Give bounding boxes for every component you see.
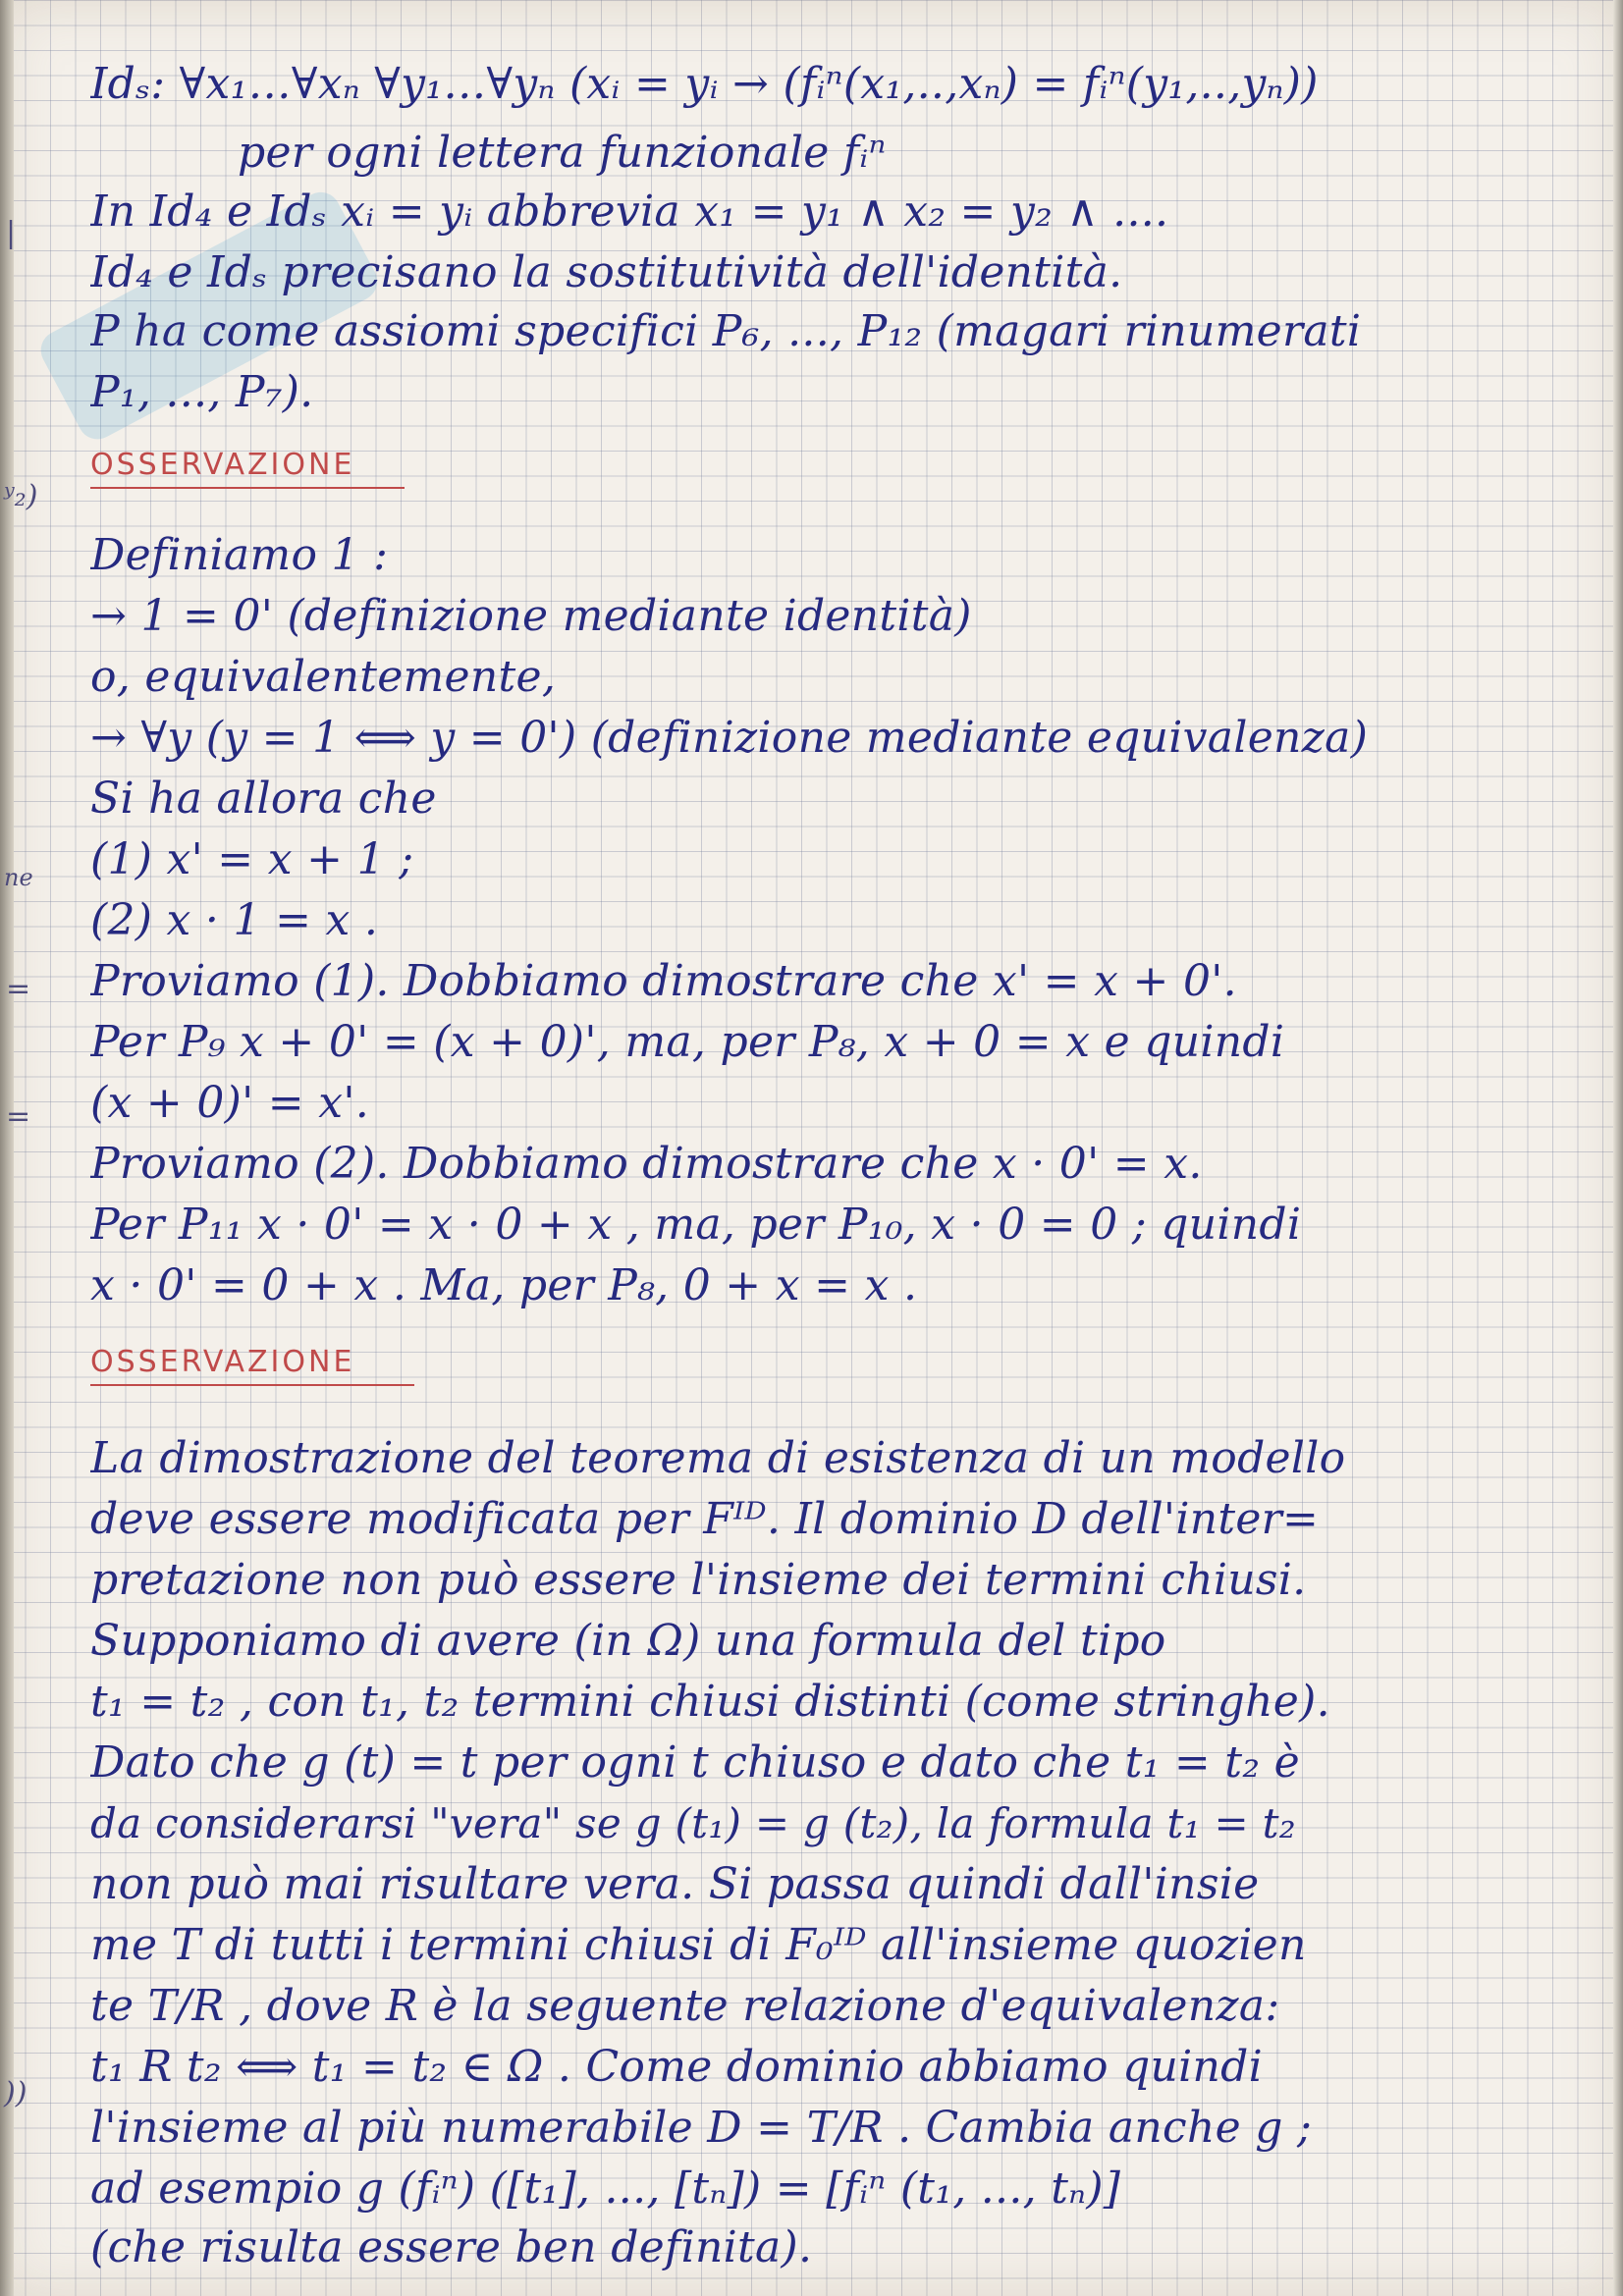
section-heading: OSSERVAZIONE bbox=[90, 448, 355, 482]
section-heading: OSSERVAZIONE bbox=[90, 1345, 355, 1379]
note-line: Idₛ: ∀x₁…∀xₙ ∀y₁…∀yₙ (xᵢ = yᵢ → (fᵢⁿ(x₁,..,xₙ) = fᵢⁿ(y₁,..,yₙ)) bbox=[90, 59, 1319, 109]
page-right-edge bbox=[1613, 0, 1623, 2296]
margin-mark: )) bbox=[4, 2076, 27, 2110]
note-line: deve essere modificata per Fᴵᴰ. Il dominio D dell'inter= bbox=[90, 1494, 1320, 1544]
note-line: Proviamo (1). Dobbiamo dimostrare che x' = x + 0'. bbox=[90, 956, 1237, 1006]
note-line: x · 0' = 0 + x . Ma, per P₈, 0 + x = x . bbox=[90, 1260, 918, 1310]
heading-underline bbox=[90, 487, 405, 489]
margin-mark: ʸ₂) bbox=[4, 479, 38, 513]
note-line: → ∀y (y = 1 ⟺ y = 0') (definizione mediante equivalenza) bbox=[90, 713, 1369, 763]
note-line: Proviamo (2). Dobbiamo dimostrare che x · 0' = x. bbox=[90, 1139, 1203, 1189]
note-line: Supponiamo di avere (in Ω) una formula del tipo bbox=[90, 1616, 1166, 1666]
left-margin-marks bbox=[0, 0, 79, 2296]
note-line: te T/R , dove R è la seguente relazione d'equivalenza: bbox=[90, 1981, 1280, 2031]
note-line: In Id₄ e Idₛ xᵢ = yᵢ abbrevia x₁ = y₁ ∧ x₂ = y₂ ∧ .... bbox=[90, 187, 1169, 237]
note-line: pretazione non può essere l'insieme dei termini chiusi. bbox=[90, 1555, 1307, 1605]
note-line: non può mai risultare vera. Si passa quindi dall'insie bbox=[90, 1859, 1260, 1909]
note-line: Dato che g (t) = t per ogni t chiuso e dato che t₁ = t₂ è bbox=[90, 1737, 1300, 1788]
note-line: (1) x' = x + 1 ; bbox=[90, 834, 414, 884]
margin-mark: = bbox=[6, 972, 31, 1006]
note-line: (x + 0)' = x'. bbox=[90, 1078, 370, 1128]
note-line: l'insieme al più numerabile D = T/R . Cambia anche g ; bbox=[90, 2103, 1313, 2153]
margin-mark: | bbox=[6, 216, 17, 250]
note-line: → 1 = 0' (definizione mediante identità) bbox=[90, 591, 972, 641]
note-line: La dimostrazione del teorema di esistenza di un modello bbox=[90, 1433, 1346, 1483]
note-line: Si ha allora che bbox=[90, 774, 437, 824]
note-line: da considerarsi "vera" se g (t₁) = g (t₂), la formula t₁ = t₂ bbox=[90, 1799, 1296, 1847]
note-line: me T di tutti i termini chiusi di F₀ᴵᴰ all'insieme quozien bbox=[90, 1920, 1307, 1970]
note-line: P ha come assiomi specifici P₆, ..., P₁₂ (magari rinumerati bbox=[90, 306, 1362, 356]
note-line: o, equivalentemente, bbox=[90, 652, 557, 702]
note-line: (2) x · 1 = x . bbox=[90, 895, 379, 945]
note-line: (che risulta essere ben definita). bbox=[90, 2222, 813, 2272]
note-line: t₁ R t₂ ⟺ t₁ = t₂ ∈ Ω . Come dominio abbiamo quindi bbox=[90, 2042, 1264, 2092]
note-line: Per P₉ x + 0' = (x + 0)', ma, per P₈, x + 0 = x e quindi bbox=[90, 1017, 1285, 1067]
heading-underline bbox=[90, 1384, 414, 1386]
margin-mark: = bbox=[6, 1099, 31, 1134]
note-line: ad esempio g (fᵢⁿ) ([t₁], ..., [tₙ]) = [fᵢⁿ (t₁, ..., tₙ)] bbox=[90, 2163, 1121, 2214]
note-line: Per P₁₁ x · 0' = x · 0 + x , ma, per P₁₀, x · 0 = 0 ; quindi bbox=[90, 1200, 1302, 1250]
note-line: t₁ = t₂ , con t₁, t₂ termini chiusi distinti (come stringhe). bbox=[90, 1677, 1330, 1727]
handwritten-notes bbox=[90, 22, 1583, 2279]
note-line: Id₄ e Idₛ precisano la sostitutività dell'identità. bbox=[90, 247, 1123, 297]
margin-mark: ne bbox=[4, 864, 33, 891]
note-line: Definiamo 1 : bbox=[90, 530, 389, 580]
note-line: P₁, ..., P₇). bbox=[90, 367, 314, 417]
note-line: per ogni lettera funzionale fᵢⁿ bbox=[238, 128, 887, 178]
